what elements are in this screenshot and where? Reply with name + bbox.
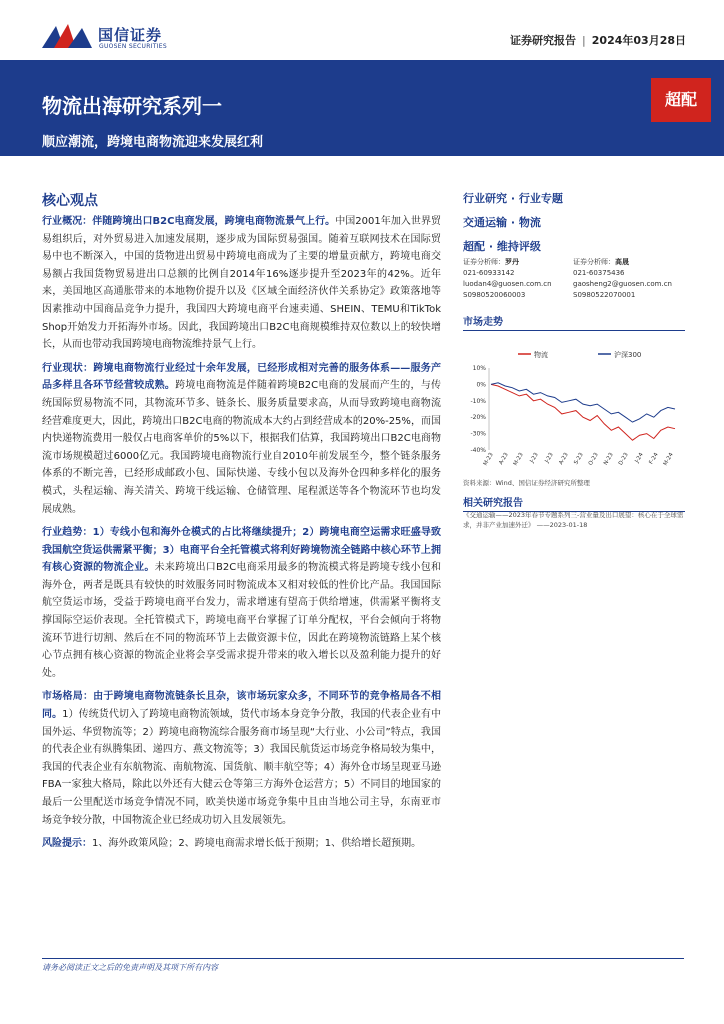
analyst-card [463, 257, 575, 301]
paragraph-body: 1）传统货代切入了跨境电商物流领域，货代市场本身竞争分散，我国的代表企业有中国外运、华贸物流等；2）跨境电商物流综合服务商市场呈现“大行业、小公司”特点，我国的代表企业有纵腾集团、递四方、燕文物流等；3）我国民航货运市场竞争格局较为集中，我国的代表企业有东航物流、南航物流、国货航、顺丰航空等；4）海外仓市场呈现亚马逊FBA一家独大格局，除此以外还有大健云仓等第三方海外仓运营方；5）不同目的地国家的最后一公里配送市场竞争情况不同，欧美快递市场竞争集中且由当地公司主导，东南亚市场竞争较分散，中国物流企业已经成功切入且发展领先。 [42, 709, 441, 826]
report-type: 证券研究报告 [510, 34, 577, 47]
analyst-email[interactable]: gaosheng2@guosen.com.cn [573, 280, 672, 288]
core-view-title: 核心观点 [42, 193, 98, 209]
market-trend-heading: 市场走势 [463, 313, 685, 331]
logo-en: GUOSEN SECURITIES [99, 43, 168, 50]
y-tick-label: -40% [470, 447, 486, 454]
paragraph-lead: 行业趋势：1）专线小包和海外仓模式的占比将继续提升；2）跨境电商空运需求旺盛导致我国航空货运供需紧平衡；3）电商平台全托管模式将利好跨境物流全链路中核心环节上拥有核心资源的物流企业。 [42, 527, 441, 574]
x-tick-label: N-23 [602, 452, 615, 467]
y-tick-label: -10% [470, 397, 486, 405]
legend-label: 物流 [534, 351, 548, 359]
chart-source: 资料来源：Wind、国信证券经济研究所整理 [463, 479, 590, 487]
report-meta [510, 32, 686, 48]
analyst-phone: 021-60375436 [573, 269, 625, 277]
market-trend-chart [463, 338, 685, 474]
logo-cn: 国信证券 [98, 26, 163, 44]
paragraph-lead: 风险提示： [42, 838, 92, 850]
paragraph-lead: 市场格局：由于跨境电商物流链条长且杂，该市场玩家众多，不同环节的竞争格局各不相同。 [42, 691, 441, 721]
chart-legend [518, 350, 641, 359]
analyst-email[interactable]: luodan4@guosen.com.cn [463, 280, 552, 288]
sidebar [463, 190, 685, 262]
y-tick-label: 0% [476, 381, 486, 389]
analyst-cert: S0980520060003 [463, 291, 526, 299]
x-tick-label: J-24 [634, 452, 645, 465]
analyst-name-line [463, 257, 575, 268]
guosen-logo-mark-icon [42, 22, 94, 48]
rating-label: 超配 · 维持评级 [463, 240, 541, 253]
series-line-logistics [491, 384, 675, 440]
rating-tab: 超配 [651, 78, 711, 122]
x-tick-label: J-23 [544, 452, 555, 465]
x-tick-label: M-23 [482, 452, 495, 467]
x-tick-label: D-23 [617, 452, 630, 467]
analyst-name-line [573, 257, 685, 268]
x-tick-label: O-23 [587, 452, 600, 467]
analyst-role: 证券分析师： [573, 258, 615, 266]
core-view-body [42, 213, 441, 859]
paragraph-lead: 行业现状：跨境电商物流行业经过十余年发展，已经形成相对完善的服务体系——服务产品多样且各环节经营较成熟。 [42, 362, 441, 392]
y-tick-label: -30% [470, 430, 486, 438]
analyst-role: 证券分析师： [463, 258, 505, 266]
research-category: 行业研究 · 行业专题 [463, 192, 563, 205]
analyst-card [573, 257, 685, 301]
analyst-name: 高晟 [615, 258, 629, 266]
y-tick-label: -20% [470, 414, 486, 422]
analyst-phone: 021-60933142 [463, 269, 515, 277]
paragraph-body: 未来跨境出口B2C电商采用最多的物流模式将是跨境专线小包和海外仓，两者是既具有较快的时效服务同时物流成本又相对较低的性价比产品。我国国际航空货运市场，受益于跨境电商平台发力，需求增速有望高于供给增速，供需紧平衡将支撑国际空运价表现。全托管模式下，跨境电商平台掌握了订单分配权，平台会倾向于将物流环节进行切割、然后在不同的物流环节上去做资源卡位，因此在跨境物流链路上某个核心节点拥有核心资源的物流企业将会享受需求提升带来的收入增长以及盈利能力提升的好处。 [42, 562, 442, 679]
related-research-heading: 相关研究报告 [463, 494, 685, 512]
x-tick-label: S-23 [573, 452, 585, 466]
paragraph-landscape [42, 688, 441, 829]
series-line-hs300 [491, 383, 675, 422]
disclaimer-note: 请务必阅读正文之后的免责声明及其项下所有内容 [42, 963, 218, 972]
analyst-cert: S0980522070001 [573, 291, 636, 299]
paragraph-lead: 行业概况：伴随跨境出口B2C电商发展，跨境电商物流景气上行。 [42, 216, 336, 227]
report-subtitle: 顺应潮流，跨境电商物流迎来发展红利 [42, 135, 264, 150]
report-title: 物流出海研究系列一 [42, 94, 222, 118]
x-tick-label: A-23 [558, 452, 570, 466]
report-date: 2024年03月28日 [591, 34, 686, 47]
sector-label: 交通运输 · 物流 [463, 216, 541, 229]
analyst-name: 罗丹 [505, 258, 519, 266]
paragraph-trend [42, 524, 441, 682]
paragraph-status [42, 360, 441, 518]
paragraph-body: 跨境电商物流是伴随着跨境B2C电商的发展而产生的，与传统国际贸易物流不同，其物流环节多、链条长、服务质量要求高，从而导致跨境电商物流经营难度更大，因此，跨境出口B2C电商的物流成本大约占到经营成本的20%-25%，而国内快递物流费用一般仅占电商客单价的5%以下，根据我们估算，我国跨境出口B2C电商物流市场规模超过6000亿元。我国跨境电商物流行业自2010年前发展至今，整个链条服务体系的不断完善，已经形成邮政小包、国际快递、专线小包以及海外仓四种多样化的服务模式，头程运输、海关清关、跨境干线运输、仓储管理、尾程派送等各个物流环节也均发展成熟。 [42, 380, 441, 515]
paragraph-body: 1、海外政策风险；2、跨境电商需求增长低于预期；1、供给增长超预期。 [92, 838, 422, 850]
x-tick-label: J-23 [529, 452, 540, 465]
x-tick-label: A-23 [498, 452, 510, 466]
divider: | [582, 34, 586, 47]
x-tick-label: M-23 [512, 452, 525, 467]
y-tick-label: 10% [472, 365, 486, 372]
x-tick-label: F-24 [648, 452, 660, 466]
x-tick-label: M-24 [662, 452, 675, 467]
legend-label: 沪深300 [614, 351, 642, 359]
related-research-item[interactable]: 《交通运输——2023年春节专题系列三-营业量及出口展望：核心在于全球需求，并非产业加速外迁》 ——2023-01-18 [463, 511, 684, 529]
footer-divider [42, 958, 684, 959]
paragraph-risk [42, 835, 441, 853]
company-logo [42, 22, 212, 52]
paragraph-body: 中国2001年加入世界贸易组织后，对外贸易进入加速发展期，逐步成为国际贸易强国。随着互联网技术在国际贸易中也不断深入，中国的货物进出贸易中跨境电商成为了主要的增量贡献方，跨境电商交易额占我国货物贸易进出口总额的比例自2014年16%逐步提升至2023年的42%。近年来，美国地区高通胀带来的本地物价提升以及《区域全面经济伙伴关系协定》政策落地等因素推动中国商品竞争力提升，我国四大跨境电商平台速卖通、SHEIN、TEMU和TikTok Shop开始发力开拓海外市场。因此，我国跨境出口B2C电商规模维持双位数以上的较快增长，从而也带动我国跨境电商物流维持景气上行。 [42, 216, 441, 351]
paragraph-overview [42, 213, 441, 354]
